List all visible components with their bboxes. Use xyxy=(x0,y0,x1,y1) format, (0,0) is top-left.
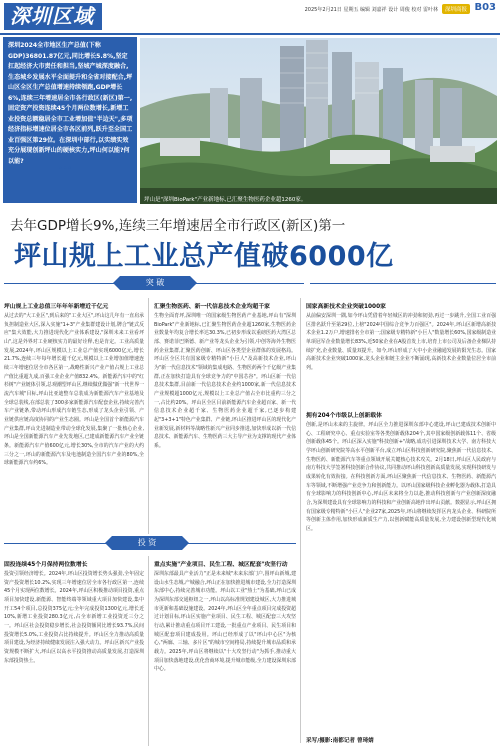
col1-heading: 坪山规上工业总值三年年年新增近千亿元 xyxy=(4,304,109,310)
column-divider xyxy=(148,298,149,534)
col4-text: 投资引领经济增长。2024年,坪山区投资增长势头强劲,全年固定资产投资增长10.2%,实现三年增速位居全市各行政区第一,连续45个月实现两位数增长。2024年,坪山区积极推动项目投资,重点项目加快建设,新能源、智能终端等领域重大项目加快建设,集中开工54个项目,总投资375亿元;全年完成投资1300亿元,增长近10%,新增工业投资280.3亿元,占全市新增工业投资近三分之一。坪山区社会投资稳步增长,社会投资额同比增长93.7%,民间投资增长5.0%,工业投资占比持续提升。坪山区全力推动高质量项目建设,为经济持续健康发展注入强大动力。坪山区新兴产业投资规模不断扩大,坪山区以高水平投资推动高质量发展,打造深圳东部投资热土。 xyxy=(4,571,144,664)
city-photo xyxy=(140,38,497,204)
lead-text: 深圳2024全市地区生产总值(下称GDP)36801.87亿元,同比增长5.8%,坚定扛起经济大市责任和担当,坚城产城深度融合,生态城乡发展水平全面提升和全省对接配合,坪山区全区生产总值增速持续领跑,GDP增长6%,连续三年增速居全市各行政区(新区)第一,固定资产投资连续45个月两位数增长,新增工业投资总额稳居全市工业增加值"半边天",多项经济指标增速位居全市各区前列,跃升至全国工业百强区第29位。在深圳中部行,以实绩实效充分展现创新坪山的硬核实力,坪山何以能?何以能? xyxy=(8,42,133,165)
section-rule-right xyxy=(310,283,496,284)
col1-text: 从过去的"大工业区",到后来的"工业大区",坪山这几年有一直肩承负担制造业大区,深入实施"1+3"产业集群建设计划,牌合"链式反应"集大效能,大力推进现代化产业体系建设,"深圳未来工业看坪山",这是外界对工业硬核实力的最好诠释,也是肯定。工业高质量发展,2024年,坪山区规模以上工业总产值实现6000亿元,增长21.7%,连续三年每年增长超千亿元,规模以上工业增加值增速连续三年增速位居全市各区第一,战略性新兴产业产值占规上工业总产值比重超九成,百强工业企业产值832.4%。新能源汽车中的"红杉树"产业链体引领,总观潮型坪山区,继续做优做强"新一代世界一流汽车城"目标,坪山比亚迪整车总装成为新能源汽车产业基地及全球总装线,在部总装了300多家新能源汽车配套企业,持续完善汽车产业链条,带动坪山形成汽车链生态,形成了龙头企业引领、产业链供应链高度协同的产业生态圈。坪山是全国首个新能源汽车产业集群,坪山先进制造业带动全球化发展,集聚了一批核心企业,坪山是全国新能源汽车产业先发地区,已建成新能源汽车产业全链条。新能源汽车产值600亿元,增长30%,全市的汽车产业的大约三分之一,坪山的新能源汽车及电池制造全国汽车产业的80%,全球新能源汽车约6%。 xyxy=(4,313,144,467)
byline: 采写/摄影:南都记者 曾琦婧 xyxy=(306,738,374,744)
page-header xyxy=(0,0,500,36)
col4-heading: 固投连续45个月保持两位数增长 xyxy=(4,562,88,568)
article-kicker: 去年GDP增长9%,连续三年增速居全市行政区(新区)第一 xyxy=(10,218,346,234)
page-number: B03 xyxy=(474,2,496,13)
col3b-heading: 拥有204个市级以上创新载体 xyxy=(306,413,382,419)
section-label-tupo: 突 破 xyxy=(120,276,190,290)
header-meta: 2025年2月21日 星期五 编辑 刘嘉祥 设计 周俊 校对 雷叶林 xyxy=(304,7,438,13)
col3-heading: 国家高新技术企业突破1000家 xyxy=(306,304,386,310)
section-tag: 深圳区域 xyxy=(4,3,102,30)
col5-heading: 重点实施"产业项目、民生工程、城区配套"攻坚行动 xyxy=(154,562,288,568)
col3b-text: 创新,是坪山未来的主旋律。坪山区全力推进深圳东部中心建设,坪山已建成技术创新中心、工程研究中心、重点实验室等各类创新载体204个,其中国家级创新载体11个、省级创新载体45个。坪山区深入实施"科技创新+"战略,成功引进深圳技术大学、南方科技大学坪山创新研究院等高水平创新平台,成立坪山区科技创新研究院,聚焦新一代信息技术、生物医药、新能源汽车等重点领域开展关键核心技术攻关。2月18日,坪山区人民政府与南方科技大学签署科技创新合作协议,共同推动坪山科技创新高质量发展,实现科技研发与成果转化有效衔接。在科技创新方面,坪山区聚焦新一代信息技术、生物医药、新能源汽车等领域,不断增强产业竞争力和创新能力。以坪山国家级科技企业孵化器为载体,打造具有全球影响力的科技创新中心,坪山区未来将全力以赴,推动科技创新与产业创新深度融合,为深圳建设具有全球影响力的科技和产业创新高地作出坪山贡献。数据显示,坪山区拥有国家级专精特新"小巨人"企业27家,2025年,坪山将继续发挥区内龙头企业、科研院所等创新主体作用,加快形成新质生产力,以创新赋能高质量发展,全力建设创新型现代化城区。 xyxy=(306,422,496,532)
header-rule xyxy=(0,33,500,35)
decorative-dots: ••• xyxy=(58,164,73,173)
city-skyline-image xyxy=(140,38,497,204)
section-label-touzi: 投 资 xyxy=(112,536,182,550)
column-divider xyxy=(300,298,301,743)
article-headline: 坪山规上工业总产值破6000亿 xyxy=(14,241,394,272)
col5-text: 深圳东部最具产业活力"正是未来城"未来东部门户,围坪山新城,建设山水生态城,产城融合,坪山正在加快推进城市建设,全力打造深圳东部中心,持续完善城市功能。坪山以工业"热土"为基础,坪山已成为深圳东部交通枢纽之一,坪山以高标准规划建设城区,大力推进城市更新和基础设施建设。2024年,坪山区全年重点项目完成投资超过计划目标,坪山区实施产业项目、民生工程、城区配套三大攻坚行动,累计推动重点项目开工建设,一批重点产业项目、民生项目和城区配套项目建成投用。坪山已经形成了以"坪山中心区"为核心,"两廊、三轴、多片区"的城市空间格局,持续提升城市品质和承载力。2025年,坪山区将继续以"十大攻坚行动"为抓手,推动重大项目加快落地建设,优化营商环境,提升城市能级,全力建设深圳东部中心。 xyxy=(154,571,296,673)
newspaper-badge: 深圳商报 xyxy=(442,4,470,14)
photo-caption: 坪山是"深圳BioPark"产业新地标,已汇聚生物医药企业超1260家。 xyxy=(144,197,307,203)
col2-heading: 汇聚生物医药、新一代信息技术企业均超千家 xyxy=(154,304,270,310)
column-divider xyxy=(148,556,149,746)
lead-box xyxy=(3,37,137,203)
col3-text: 从前偏安深圳一隅,如今坪山凭借着年轻城区的冲劲和韧劲,再过一步跳升,全国工业百强区排名跃升至第29位,上榜"2024中国综合竞争力百强区"。2024年,坪山区新增高新技术企业1.2万户,增速排名全市第一;国家级专精特新"小巨人"数量增长60%,国家级制造业单项冠军企业数量增长83%,近50家企业在A股首发上市,培育上市公司及后备企业梯队持续扩充,企业数量、质量双提升。如今,坪山形成了大中小企业融通发展的阳光生态。国家高新技术企业突破1000家,龙头企业和链主企业不断涌现,高新技术企业数量位居全市前列。 xyxy=(306,313,496,371)
col2-text: 生物全面育坪,深圳唯一的国家级生物医药产业基地,坪山有"深圳BioPark"产业新地标,已汇聚生物医药企业超1260家,生物医药企业数量年均复合增长率达30.3%,已初步形成以重磅医药大湾区总部、赛诺菲巴斯德、新产业等龙头企业为引领,中创等海外生物医药企业集群,汇聚医药创新、坪山区各类型企业群体的发展格局。坪山区全区共有国家级专精特新"小巨人"及高新技术企业,坪山为"新一代信息技术"领域的集成电路、生物医药两个千亿级产业集群,正在加快打造具有全球竞争力的"中国芯谷"。坪山区新一代信息技术集群,目前新一代信息技术企业约1000家,新一代信息技术产业规模超1000亿元,规模以上工业总产值占全市比重约三分之一,占比约20%。坪山区全区目前新能源汽车企业超百家、新一代信息技术企业超千家、生物医药企业超千家,已逐步构建起"3+3+1"特色产业集群、产业链,坪山区推进坪山区的现代化产业新发展,新材料等战略性新兴产业同步推进,加快形成以新一代信息技术、新能源汽车、生物医药三大主导产业为支撑的现代产业体系。 xyxy=(154,313,296,449)
